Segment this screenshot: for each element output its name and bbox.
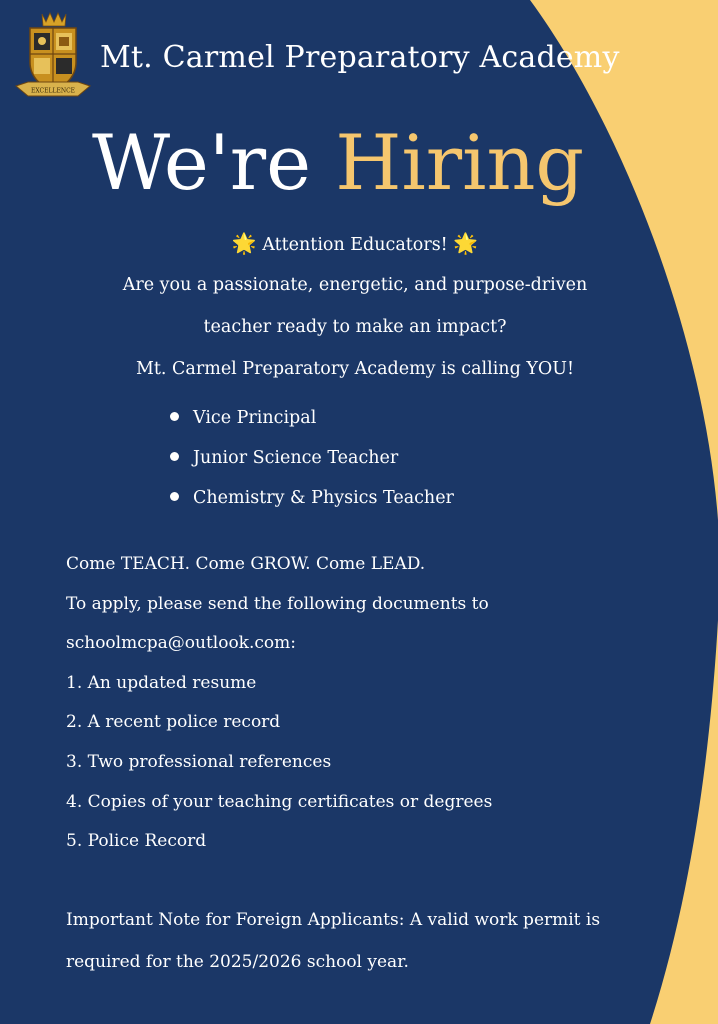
position-item (170, 484, 454, 524)
note-line: required for the 2025/2026 school year. (66, 952, 409, 972)
document-item: 4. Copies of your teaching certificates or degrees (66, 791, 493, 812)
instruction-line: To apply, please send the following documents to (66, 593, 489, 614)
intro-line: Mt. Carmel Preparatory Academy is calling YOU! (135, 359, 575, 379)
positions-list (170, 404, 454, 524)
position-label: Chemistry & Physics Teacher (193, 488, 454, 508)
headline-word-hiring: Hiring (335, 118, 585, 207)
intro-line: teacher ready to make an impact? (203, 317, 507, 337)
school-crest-icon (12, 10, 94, 100)
intro (40, 228, 670, 396)
intro-line: Are you a passionate, energetic, and purpose-driven (122, 275, 588, 295)
bullet-icon (170, 492, 179, 501)
headline (0, 118, 676, 207)
bullet-icon (170, 452, 179, 461)
headline-word-were: We're (91, 118, 312, 207)
position-label: Vice Principal (193, 408, 317, 428)
note-line: Important Note for Foreign Applicants: A valid work permit is (66, 910, 601, 930)
star-icon: 🌟 (453, 231, 479, 255)
slogan: Come TEACH. Come GROW. Come LEAD. (66, 554, 426, 574)
application-details (66, 550, 492, 867)
document-item: 5. Police Record (66, 831, 207, 852)
attention-text: Attention Educators! (262, 235, 448, 255)
position-label: Junior Science Teacher (193, 448, 399, 468)
school-name: Mt. Carmel Preparatory Academy (100, 40, 620, 75)
document-item: 1. An updated resume (66, 672, 257, 693)
logo-banner-text: EXCELLENCE (30, 87, 76, 95)
star-icon: 🌟 (231, 231, 257, 255)
document-item: 2. A recent police record (66, 712, 281, 733)
attention-line (40, 228, 670, 270)
position-item (170, 404, 454, 444)
bullet-icon (170, 412, 179, 421)
document-item: 3. Two professional references (66, 751, 332, 772)
foreign-applicants-note (66, 906, 600, 990)
position-item (170, 444, 454, 484)
email-address: schoolmcpa@outlook.com: (66, 633, 296, 654)
